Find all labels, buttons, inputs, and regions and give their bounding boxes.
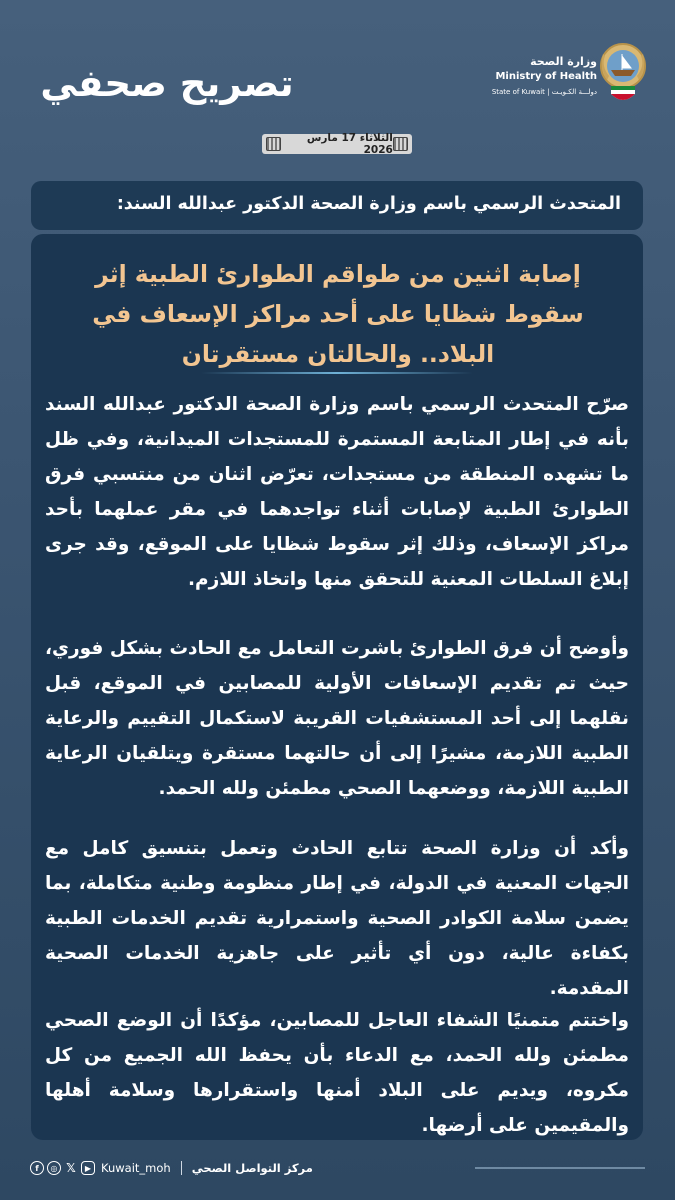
- headline-divider: [201, 372, 473, 374]
- paragraph-1: صرّح المتحدث الرسمي باسم وزارة الصحة الدكتور عبدالله السند بأنه في إطار المتابعة المستمرة للمستجدات الميدانية، وفي ظل ما تشهده المنطقة من مستجدات، تعرّض اثنان من منتسبي فرق الطوارئ الطبية لإصابات أثناء تواجدهما في مقر عملهما بأحد مراكز الإسعاف، وذلك إثر سقوط شظايا على الموقع، وقد جرى إبلاغ السلطات المعنية للتحقق منها واتخاذ اللازم.: [45, 394, 629, 590]
- state-name-en: State of Kuwait: [491, 88, 545, 96]
- state-name-ar: دولـــة الكـويـت: [551, 88, 597, 96]
- footer-line: [475, 1167, 645, 1169]
- paragraph-4: واختتم متمنيًا الشفاء العاجل للمصابين، مؤكدًا أن الوضع الصحي مطمئن ولله الحمد، مع الدعاء بأن يحفظ الله الجميع من كل مكروه، ويديم على البلاد أمنها واستقرارها وسلامة أهلها والمقيمين على أرضها.: [45, 1010, 629, 1136]
- page-title: تصريح صحفي: [40, 62, 294, 105]
- social-links: [30, 1161, 171, 1175]
- footer: [30, 1158, 645, 1178]
- headline: إصابة اثنين من طواقم الطوارئ الطبية إثر سقوط شظايا على أحد مراكز الإسعاف في البلاد.. والحالتان مستقرتان: [92, 260, 584, 368]
- footer-center-label: مركز التواصل الصحي: [191, 1161, 313, 1175]
- x-icon[interactable]: 𝕏: [66, 1161, 76, 1175]
- spokesperson-text: المتحدث الرسمي باسم وزارة الصحة الدكتور عبدالله السند:: [116, 194, 621, 214]
- calendar-icon: [393, 137, 408, 151]
- date-text: الثلاثاء 17 مارس 2026: [306, 132, 393, 156]
- kuwait-emblem-icon: [597, 40, 649, 108]
- ministry-name-ar: وزارة الصحة: [530, 55, 597, 68]
- spokesperson-bar: [31, 181, 643, 230]
- header-bar: [0, 0, 675, 140]
- ministry-label-block: [447, 55, 597, 96]
- statement-card: [31, 234, 643, 1140]
- footer-divider: [181, 1161, 182, 1175]
- youtube-icon[interactable]: ▶: [81, 1161, 95, 1175]
- social-handle[interactable]: Kuwait_moh: [101, 1161, 171, 1175]
- footer-contact: [30, 1161, 313, 1175]
- state-label: State of Kuwait | دولـــة الكـويـت: [491, 88, 597, 96]
- facebook-icon[interactable]: f: [30, 1161, 44, 1175]
- ministry-name-en: Ministry of Health: [495, 71, 597, 82]
- paragraph-2: وأوضح أن فرق الطوارئ باشرت التعامل مع الحادث بشكل فوري، حيث تم تقديم الإسعافات الأولية للمصابين في الموقع، قبل نقلهما إلى أحد المستشفيات القريبة لاستكمال التقييم والرعاية الطبية اللازمة، مشيرًا إلى أن حالتهما مستقرة ويتلقيان الرعاية الطبية اللازمة، ووضعهما الصحي مطمئن ولله الحمد.: [45, 638, 629, 799]
- date-badge: [262, 134, 412, 154]
- calendar-icon: [266, 137, 281, 151]
- paragraph-3: وأكد أن وزارة الصحة تتابع الحادث وتعمل بتنسيق كامل مع الجهات المعنية في الدولة، في إطار منظومة وطنية متكاملة، بما يضمن سلامة الكوادر الصحية واستمرارية تقديم الخدمات الطبية بكفاءة عالية، دون أي تأثير على جاهزية الخدمات الصحية المقدمة.: [45, 838, 629, 999]
- instagram-icon[interactable]: ◎: [47, 1161, 61, 1175]
